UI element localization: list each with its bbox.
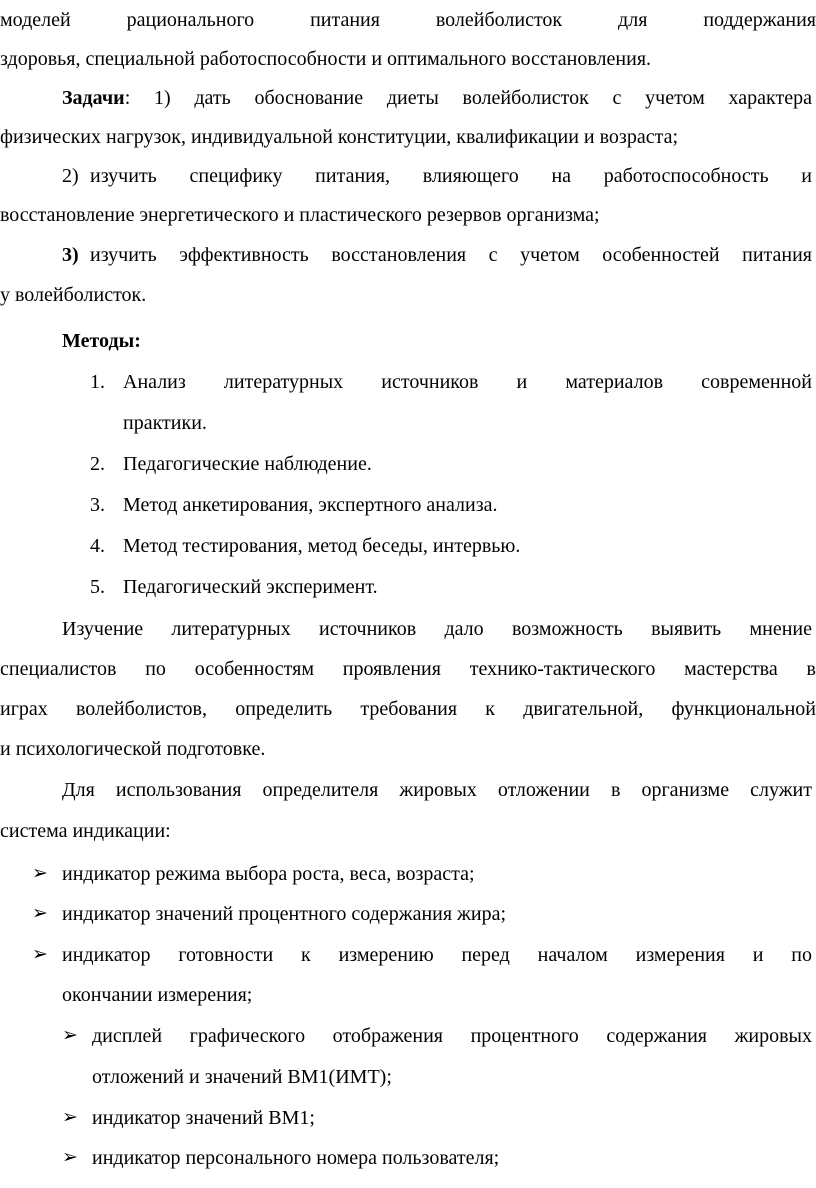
tasks-label: Задачи: [62, 87, 125, 109]
method-number: 5.: [90, 576, 105, 598]
bullet-item-6: ➢ индикатор персонального номера пользователя;: [0, 1143, 816, 1173]
arrowhead-bullet-icon: ➢: [62, 1025, 78, 1046]
para2-line-1: Для использования определителя жировых отложении в организме служит: [62, 779, 812, 801]
method-item-1-line-2: практики.: [123, 412, 207, 434]
bullet-item-3: ➢ индикатор готовности к измерению перед началом измерения и по: [0, 940, 816, 970]
intro-line-2: здоровья, специальной работоспособности и оптимального восстановления.: [0, 48, 652, 70]
task-2-text: изучить специфику питания, влияющего на работоспособность и: [90, 165, 812, 187]
method-text: Педагогические наблюдение.: [123, 453, 372, 475]
para1-line-3: играх волейболистов, определить требования к двигательной, функциональной: [0, 698, 816, 720]
method-number: 1.: [90, 371, 105, 393]
method-text: Педагогический эксперимент.: [123, 576, 378, 598]
bullet-item-3-line-2: окончании измерения;: [62, 984, 253, 1006]
method-text: Метод тестирования, метод беседы, интервью.: [123, 535, 521, 557]
task-3-text: изучить эффективность восстановления с учетом особенностей питания: [90, 244, 812, 266]
method-item-1: [0, 367, 816, 397]
intro-line-1: моделей рационального питания волейболисток для поддержания: [0, 9, 816, 31]
method-number: 4.: [90, 535, 105, 557]
para1-line-1: Изучение литературных источников дало возможность выявить мнение: [62, 618, 812, 640]
para1-line-4: и психологической подготовке.: [0, 738, 266, 760]
method-text: Метод анкетирования, экспертного анализа.: [123, 494, 498, 516]
method-number: 2.: [90, 453, 105, 475]
bullet-item-2: ➢ индикатор значений процентного содержания жира;: [0, 899, 816, 929]
arrowhead-bullet-icon: ➢: [32, 944, 48, 965]
method-item-2: [0, 449, 816, 479]
methods-heading: Методы:: [62, 330, 141, 352]
task-3-line-2: у волейболисток.: [0, 284, 147, 306]
bullet-item-5: ➢ индикатор значений ВМ1;: [0, 1103, 816, 1133]
arrowhead-bullet-icon: ➢: [62, 1107, 78, 1128]
task-2-line-1: [0, 161, 816, 191]
task-1-line-1: Задачи: 1) дать обоснование диеты волейболисток с учетом характера: [62, 87, 812, 109]
task-1-line-2: физических нагрузок, индивидуальной конституции, квалификации и возраста;: [0, 126, 679, 148]
method-number: 3.: [90, 494, 105, 516]
method-text: Анализ литературных источников и материалов современной: [123, 371, 812, 393]
method-item-3: [0, 490, 816, 520]
para1-line-2: специалистов по особенностям проявления технико-тактического мастерства в: [0, 658, 816, 680]
bullet-item-4-line-2: отложений и значений ВМ1(ИМТ);: [92, 1066, 392, 1088]
arrowhead-bullet-icon: ➢: [32, 863, 48, 884]
task-2-number: 2): [62, 165, 79, 187]
task-2-line-2: восстановление энергетического и пластического резервов организма;: [0, 204, 600, 226]
task-3-line-1: [0, 240, 816, 270]
arrowhead-bullet-icon: ➢: [62, 1147, 78, 1168]
bullet-item-4: ➢ дисплей графического отображения процентного содержания жировых: [0, 1021, 816, 1051]
method-item-4: [0, 531, 816, 561]
method-item-5: [0, 572, 816, 602]
bullet-item-1: ➢ индикатор режима выбора роста, веса, возраста;: [0, 859, 816, 889]
arrowhead-bullet-icon: ➢: [32, 903, 48, 924]
task-3-number: 3): [62, 244, 79, 266]
para2-line-2: система индикации:: [0, 820, 171, 842]
